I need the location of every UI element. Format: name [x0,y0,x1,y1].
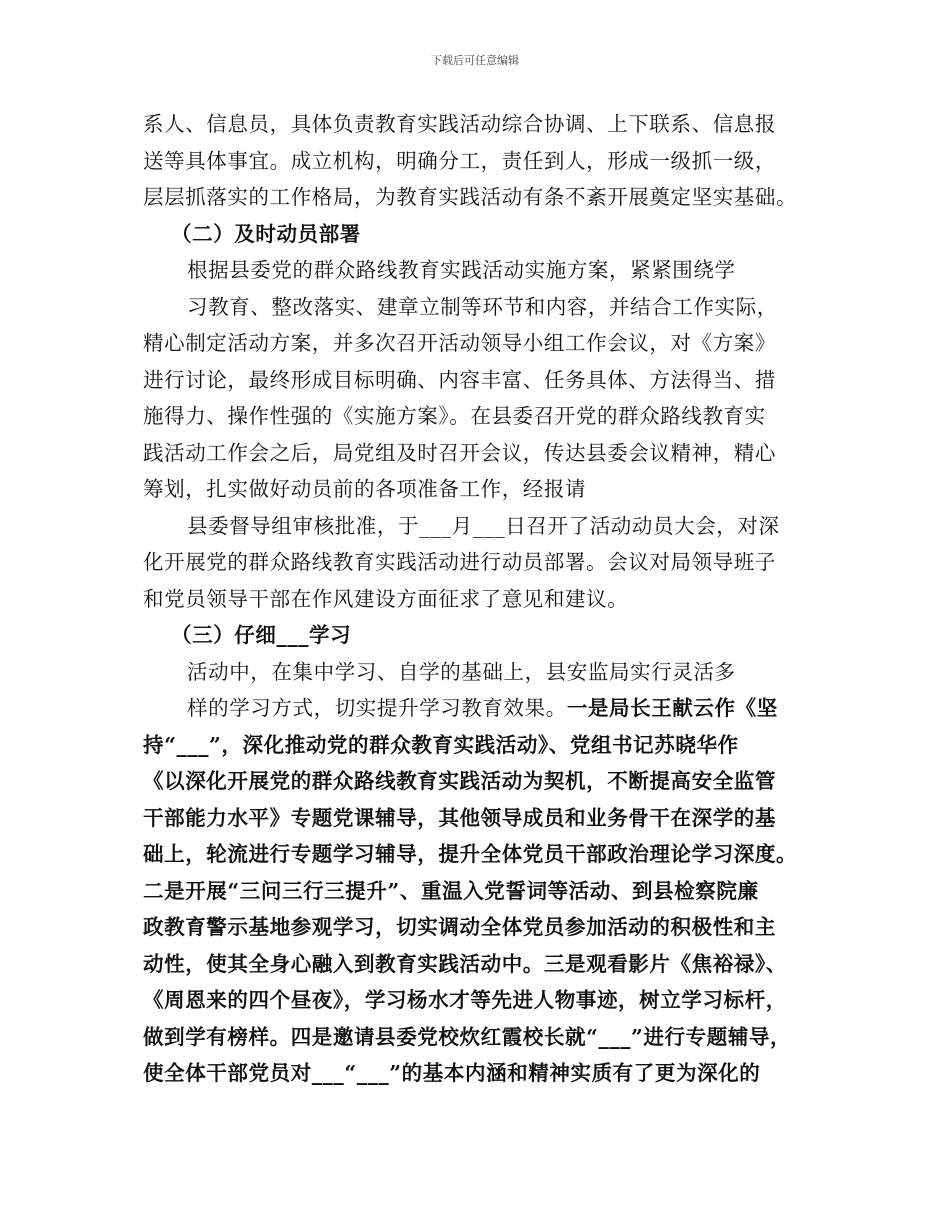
body-line: 活动中，在集中学习、自学的基础上，县安监局实行灵活多 [187,659,736,684]
body-line: 施得力、操作性强的《实施方案》。在县委召开党的群众路线教育实 [143,404,766,428]
body-line: 做到学有榜样。四是邀请县委党校炊红霞校长就“___”进行专题辅导， [143,1024,792,1049]
body-line: 践活动工作会之后，局党组及时召开会议，传达县委会议精神，精心 [143,440,776,465]
body-line: 二是开展“三问三行三提升”、重温入党誓词等活动、到县检察院廉 [143,878,759,903]
body-line: 进行讨论，最终形成目标明确、内容丰富、任务具体、方法得当、措 [143,367,776,392]
body-line: 动性，使其全身心融入到教育实践活动中。三是观看影片《焦裕禄》、 [143,951,787,976]
body-line: 系人、信息员，具体负责教育实践活动综合协调、上下联系、信息报 [143,112,776,136]
body-line: 筹划，扎实做好动员前的各项准备工作，经报请 [143,477,587,501]
body-line: 干部能力水平》专题党课辅导，其他领导成员和业务骨干在深学的基 [143,805,776,830]
body-line: 《周恩来的四个昼夜》，学习杨水才等先进人物事迹，树立学习标杆， [143,988,787,1012]
section-heading: （二）及时动员部署 [171,221,361,246]
body-text: 样的学习方式，切实提升学习教育效果。 [187,696,567,720]
body-line: 政教育警示基地参观学习，切实调动全体党员参加活动的积极性和主 [143,915,776,939]
body-line: 《以深化开展党的群众路线教育实践活动为契机，不断提高安全监管 [143,769,776,793]
body-line: 层层抓落实的工作格局，为教育实践活动有条不紊开展奠定坚实基础。 [143,185,798,209]
body-line: 送等具体事宜。成立机构，明确分工，责任到人，形成一级抓一级， [143,148,776,173]
body-line: 化开展党的群众路线教育实践活动进行动员部署。会议对局领导班子 [143,550,776,574]
section-heading: （三）仔细___学习 [171,623,352,647]
body-line: 精心制定活动方案，并多次召开活动领导小组工作会议，对《方案》 [143,331,776,355]
document-body [143,106,823,1092]
page-header: 下载后可任意编辑 [431,54,519,67]
body-line: 县委督导组审核批准，于___月___日召开了活动动员大会，对深 [187,513,780,538]
body-line: 持“___”，深化推动党的群众教育实践活动》、党组书记苏晓华作 [143,732,739,757]
body-line: 习教育、整改落实、建章立制等环节和内容，并结合工作实际， [187,294,778,319]
body-line: 使全体干部党员对___“___”的基本内涵和精神实质有了更为深化的 [143,1061,761,1085]
body-line [143,690,823,727]
bold-text: 一是局长王献云作《坚 [566,696,778,720]
body-line: 根据县委党的群众路线教育实践活动实施方案，紧紧围绕学 [187,258,736,282]
body-line: 础上，轮流进行专题学习辅导，提升全体党员干部政治理论学习深度。 [143,842,798,866]
body-line: 和党员领导干部在作风建设方面征求了意见和建议。 [143,586,629,611]
